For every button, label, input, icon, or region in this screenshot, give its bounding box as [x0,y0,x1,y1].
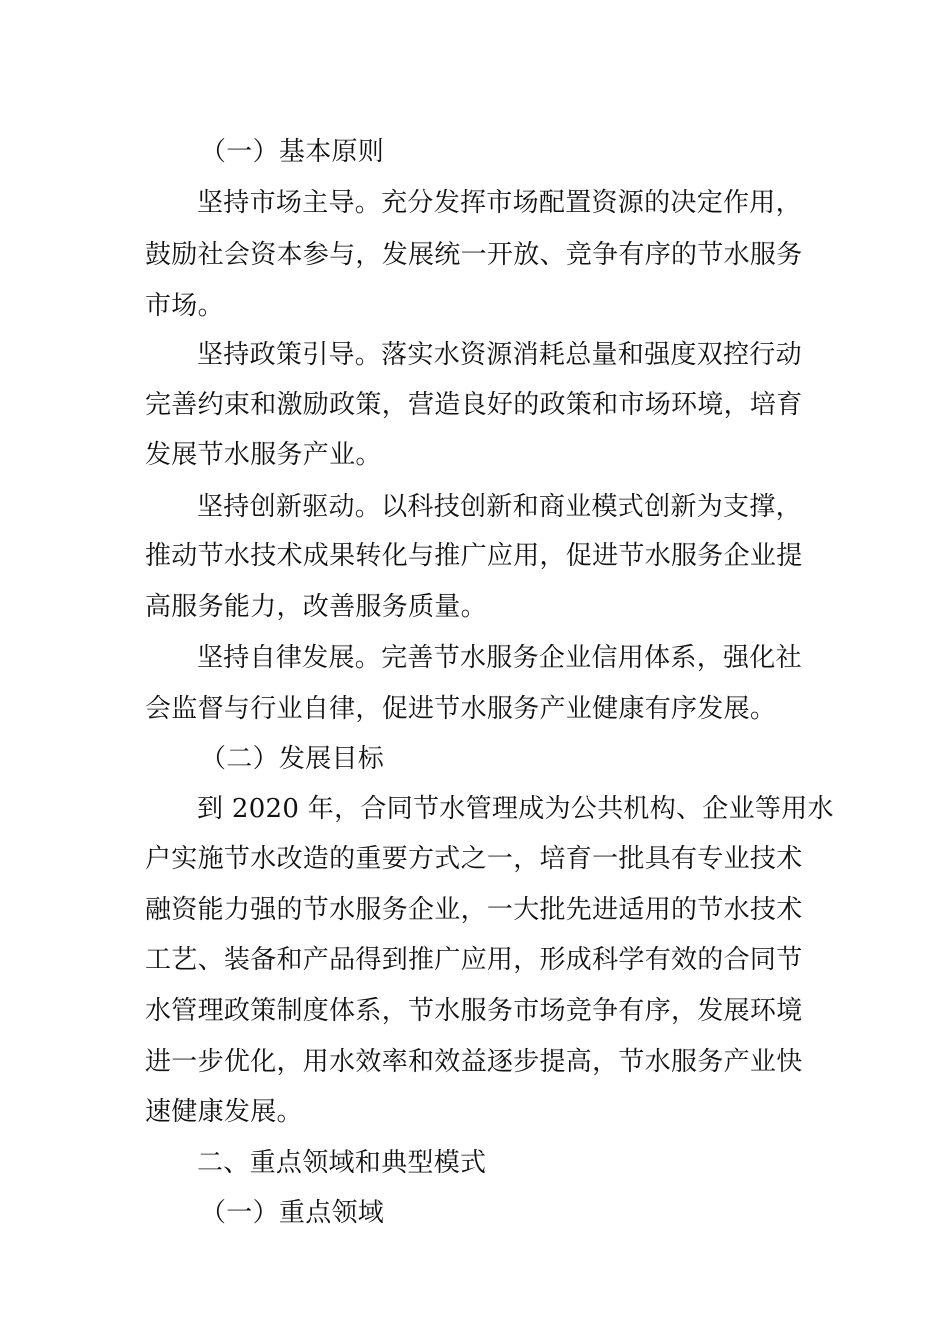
paragraph-line: 坚持创新驱动。以科技创新和商业模式创新为支撑， [197,492,802,522]
paragraph-line: 高服务能力，改善服务质量。 [145,592,487,622]
section-heading-key-areas: （一）重点领域 [200,1198,385,1228]
paragraph-line: 坚持政策引导。落实水资源消耗总量和强度双控行动 [197,340,802,370]
paragraph-line: 进一步优化，用水效率和效益逐步提高，节水服务产业快 [145,1047,803,1077]
paragraph-line: 坚持市场主导。充分发挥市场配置资源的决定作用， [197,188,802,218]
paragraph-line: 坚持自律发展。完善节水服务企业信用体系，强化社 [197,643,802,673]
section-heading-basic-principles: （一）基本原则 [200,137,385,167]
paragraph-line: 推动节水技术成果转化与推广应用，促进节水服务企业提 [145,541,803,571]
section-heading-key-areas-and-models: 二、重点领域和典型模式 [197,1148,487,1178]
paragraph-line: 工艺、装备和产品得到推广应用，形成科学有效的合同节 [145,945,803,975]
paragraph-line: 到 2020 年，合同节水管理成为公共机构、企业等用水 [197,794,834,824]
section-heading-development-goals: （二）发展目标 [200,744,385,774]
paragraph-line: 速健康发展。 [145,1097,303,1127]
paragraph-line: 户实施节水改造的重要方式之一，培育一批具有专业技术 [145,844,803,874]
paragraph-line: 会监督与行业自律，促进节水服务产业健康有序发展。 [145,694,777,724]
paragraph-line: 鼓励社会资本参与，发展统一开放、竞争有序的节水服务 [145,240,803,270]
paragraph-line: 市场。 [145,291,224,321]
paragraph-line: 水管理政策制度体系，节水服务市场竞争有序，发展环境 [145,996,803,1026]
paragraph-line: 完善约束和激励政策，营造良好的政策和市场环境，培育 [145,390,803,420]
paragraph-line: 发展节水服务产业。 [145,440,382,470]
paragraph-line: 融资能力强的节水服务企业，一大批先进适用的节水技术 [145,895,803,925]
